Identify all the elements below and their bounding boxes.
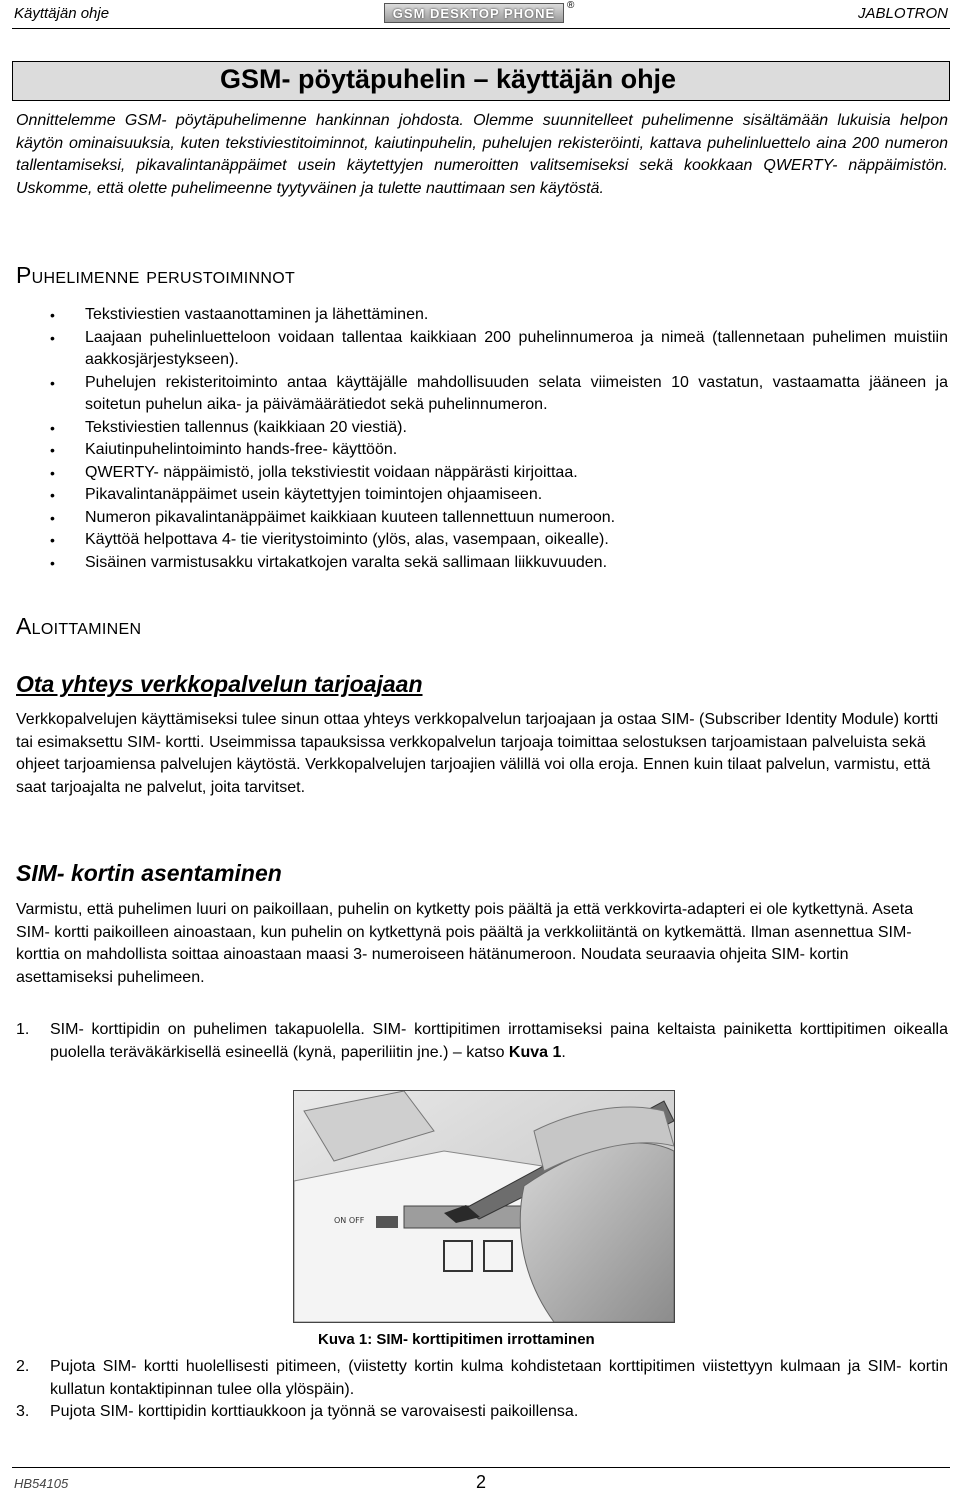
bullet-icon: •: [50, 419, 55, 436]
sim-holder-illustration: [294, 1091, 674, 1322]
intro-paragraph: Onnittelemme GSM- pöytäpuhelimenne hankinnan johdosta. Olemme suunnitelleet puhelimenne sisältämään lukuisia helpon käytön ominaisuuksia, kuten tekstiviestitoiminnot, kaiutinpuhelin, puhelujen rekisteröinti, kattava puhelinluettelo aina 200 numeron tallentamiseksi, pikavalintanäppäimet usein käytettyjen numeroitten valitsemiseksi sekä kookkaan QWERTY- näppäimistön. Uskomme, että olette puhelimeenne tyytyväinen ja tulette nauttimaan sen käytöstä.: [16, 112, 948, 197]
list-item: • Tekstiviestien vastaanottaminen ja lähettäminen.: [50, 304, 948, 327]
list-item: • Sisäinen varmistusakku virtakatkojen varalta sekä sallimaan liikkuvuuden.: [50, 552, 948, 575]
list-item: 2. Pujota SIM- kortti huolellisesti pitimeen, (viistetty kortin kulma kohdistetaan korttipitimen viistettyyn kulmaan ja SIM- kortin kullatun kontaktipinnan tulee olla ylöspäin).: [16, 1358, 948, 1398]
list-item: • Puhelujen rekisteritoiminto antaa käyttäjälle mahdollisuuden selata viimeisten 10 vastatun, vastaamatta jääneen ja soitetun puhelun aika- ja päivämäärätiedot sekä puhelinnumeron.: [50, 373, 948, 413]
list-item: • Käyttöä helpottava 4- tie vieritystoiminto (ylös, alas, vasempaan, oikealle).: [50, 529, 948, 552]
header-brand: JABLOTRON: [857, 5, 948, 22]
footer-divider: [12, 1467, 950, 1468]
list-item: • Pikavalintanäppäimet usein käytettyjen toimintojen ohjaamiseen.: [50, 484, 948, 507]
list-item: 1. SIM- korttipidin on puhelimen takapuolella. SIM- korttipitimen irrottamiseksi paina keltaista painiketta korttipitimen oikealla puolella teräväkärkisellä esineellä (kynä, paperiliitin jne.) – katso Kuva 1.: [16, 1021, 948, 1061]
bullet-icon: •: [50, 329, 55, 346]
subheading-contact-provider: Ota yhteys verkkopalvelun tarjoajaan: [16, 671, 423, 697]
header-divider: [12, 28, 950, 29]
registered-mark: ®: [567, 0, 575, 11]
subheading-sim-install: SIM- kortin asentaminen: [16, 860, 282, 886]
list-item: • Kaiutinpuhelintoiminto hands-free- käyttöön.: [50, 439, 948, 462]
bullet-icon: •: [50, 554, 55, 571]
list-item: • Numeron pikavalintanäppäimet kaikkiaan kuuteen tallennettuun numeroon.: [50, 507, 948, 530]
paragraph-contact-provider: Verkkopalvelujen käyttämiseksi tulee sinun ottaa yhteys verkkopalvelun tarjoajaan ja ostaa SIM- (Subscriber Identity Module) kortti tai esimaksettu SIM- kortti. Useimmissa tapauksissa verkkopalvelun tarjoaja toimittaa selostuksen tarjoamistaan palveluista sekä ohjeet tarjoamiensa palvelujen käytöstä. Verkkopalvelujen tarjoajien välillä voi olla eroja. Ennen kuin tilaat palvelun, varmistu, että saat tarjoajalta ne palvelut, joita tarvitset.: [16, 711, 939, 796]
page-title: GSM- pöytäpuhelin – käyttäjän ohje: [220, 64, 677, 94]
doc-code: HB54105: [14, 1476, 69, 1491]
header-left-title: Käyttäjän ohje: [14, 5, 110, 22]
bullet-icon: •: [50, 442, 55, 458]
section-heading-basic: Puhelimenne perustoiminnot: [16, 262, 296, 288]
bullet-icon: •: [50, 464, 55, 481]
steps-list-1: [16, 1019, 948, 1064]
page-number: 2: [476, 1472, 487, 1492]
bullet-icon: •: [50, 509, 55, 526]
steps-list-2: [16, 1356, 948, 1424]
list-item: 3. Pujota SIM- korttipidin korttiaukkoon ja työnnä se varovaisesti paikoillensa.: [16, 1403, 579, 1420]
list-item: • Tekstiviestien tallennus (kaikkiaan 20 viestiä).: [50, 417, 948, 440]
bullet-icon: •: [50, 374, 55, 391]
figure-caption: Kuva 1: SIM- korttipitimen irrottaminen: [318, 1331, 595, 1348]
figure-reference: Kuva 1: [508, 1043, 562, 1061]
sim-holder-photo: [293, 1090, 675, 1323]
bullet-icon: •: [50, 487, 55, 503]
paragraph-sim-install: Varmistu, että puhelimen luuri on paikoillaan, puhelin on kytketty pois päältä ja että verkkovirta-adapteri ei ole kytkettynä. Aseta SIM- kortti paikoilleen ainoastaan, kun puhelin on kytkettynä pois päältä ja verkkoliitäntä on kytkemättä. Ilman asennettua SIM- korttia on mahdollista soittaa ainoastaan maasi 3- numeroiseen hätänumeroon. Noudata seuraavia ohjeita SIM- kortin asettamiseksi puhelimeen.: [16, 901, 914, 986]
section-heading-start: Aloittaminen: [16, 613, 142, 639]
bullet-icon: •: [50, 532, 55, 548]
feature-list: [50, 304, 948, 574]
list-item: • QWERTY- näppäimistö, jolla tekstiviestit voidaan näppärästi kirjoittaa.: [50, 462, 948, 485]
bullet-icon: •: [50, 307, 55, 323]
on-off-label: ON OFF: [334, 1216, 365, 1225]
product-logo: GSM DESKTOP PHONE: [384, 3, 564, 23]
list-item: • Laajaan puhelinluetteloon voidaan tallentaa kaikkiaan 200 puhelinnumeroa ja nimeä (tallennetaan puhelimen muistiin aakkosjärjestykseen).: [50, 328, 948, 368]
